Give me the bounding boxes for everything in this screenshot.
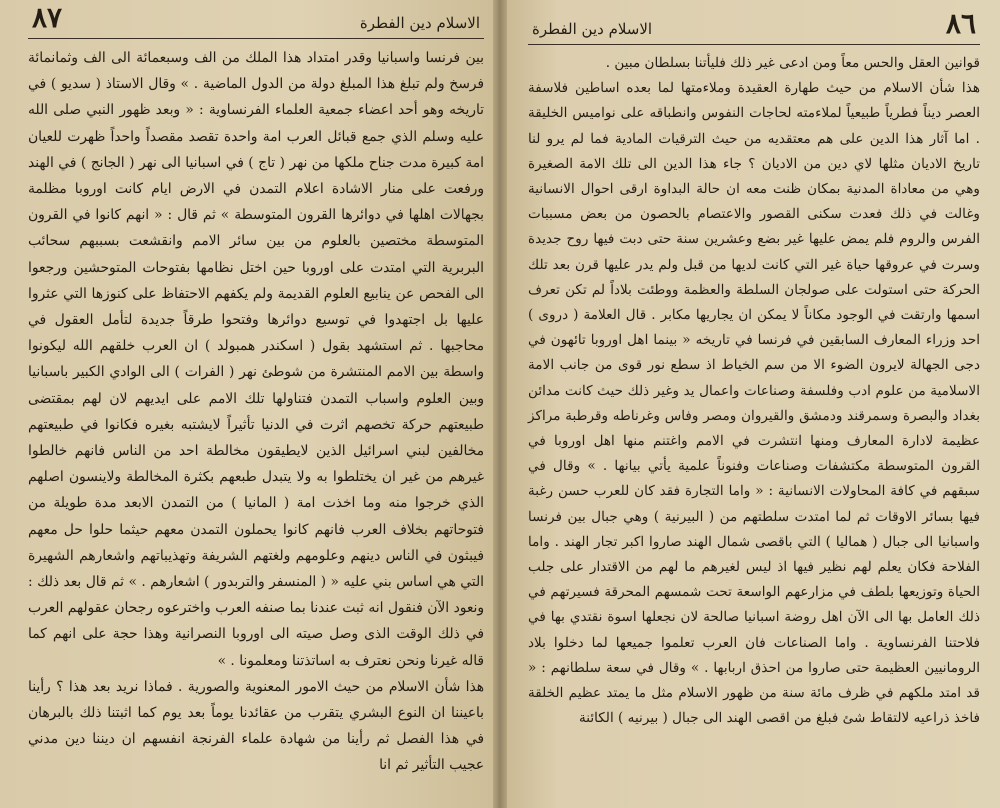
running-title: الاسلام دين الفطرة <box>359 14 480 32</box>
running-title: الاسلام دين الفطرة <box>532 20 653 38</box>
right-page <box>498 0 1000 808</box>
page-number: ٨٦ <box>945 7 976 40</box>
paragraph: قوانين العقل والحس معاً ومن ادعى غير ذلك فليأتنا بسلطان مبين . <box>605 55 980 71</box>
right-page-header <box>528 7 980 45</box>
paragraph: هذا شأن الاسلام من حيث الامور المعنوية والصورية . فماذا نريد بعد هذا ؟ رأينا باعيننا ان النوع البشري يتقرب من عقائدنا يوماً بعد يوم كما اثبتنا ذلك بالبرهان في هذا الفصل ثم رأينا من شهادة علماء الفرنجة انفسهم ان ديننا دين مدني عجيب التأثير ثم انا <box>28 678 484 774</box>
paragraph: هذا شأن الاسلام من حيث طهارة العقيدة وملاءمتها لما بعده اساطين فلاسفة العصر ديناً فطرياً طبيعياً لملاءمته لحاجات النفوس وانطباقه على نواميس الخليقة . اما آثار هذا الدين على هم معتقديه من حيث الترقيات المادية فما لم يرو لنا تاريخ الاديان مثلها لاي دين من الاديان ؟ جاء هذا الدين الى تلك الامة الصغيرة وهي من معاداة المدنية بمكان ظنت معه ان حالة البداوة ارقى احوال الانسانية وغالت في ذلك فعدت سكنى القصور والاعتصام بالحصون من بعض مسببات الفرس والروم فلم يمض عليها غير بضع وعشرين سنة حتى دبت فيها روح جديدة وسرت في عروقها حياة غير التي كانت لديها من قبل ولم يدر عليها قرن بعد تلك الحركة حتى استولت على صولجان السلطة والعظمة ووطئت بلاداً لم تكن تعرف اسمها وارتقت في الوجود مكاناً لا يمكن ان يجاريها مكابر . قال العلامة ( دروى ) احد وزراء المعارف السابقين في فرنسا في تاريخه « بينما اهل اوروبا تائهون في دجى الجهالة لايرون الضوء الا من سم الخياط اذ سطع نور قوى من جانب الامة الاسلامية من علوم ادب وفلسفة وصناعات واعمال يد وغير ذلك حيث كانت مدائن بغداد والبصرة وسمرقند ودمشق والقيروان ومصر وفاس وغرناطه وقرطبة مراكز عظيمة لادارة المعارف ومنها انتشرت في الامم واغتنم منها اهل اوروبا في القرون المتوسطة مكتشفات وصناعات وفنوناً علمية يأتي بيانها . » وقال في سبقهم في كافة المحاولات الانسانية : « واما التجارة فقد كان للعرب حسن رغبة فيها بسائر الاوقات ثم لما امتدت سلطتهم من ( البيرنية ) وهي جبال بين فرنسا واسبانيا الى جبال ( هماليا ) التي باقصى شمال الهند صاروا اكبر تجار الهند . واما الفلاحة فكان يعلم لهم نظير فيها اذ ليس لغيرهم ما لهم من الاقتدار على جلب الحياة وتوزيعها بلطف في مزارعهم الواسعة تحت شمسهم المحرقة فسيرتهم في ذلك العامل بها الى الآن اهل روضة اسبانيا صالحة لان نجعلها اسوة نقتدي بها في فلاحتنا الفرنساوية . واما الصناعات فان العرب تعلموا جميعها لما دخلوا بلاد الرومانيين العظيمة حتى صاروا من احذق اربابها . » وقال في سعة سلطانهم : « قد امتد ملكهم في ظرف مائة سنة من ظهور الاسلام مثل ما يمتد عظيم الخلقة فاخذ ذراعيه لالتقاط شئ فبلغ من اقصى الهند الى جبال ( بيرنيه ) الكائنة <box>528 80 980 727</box>
left-page-header <box>28 1 484 39</box>
page-number: ٨٧ <box>32 1 63 34</box>
right-page-text <box>528 51 980 731</box>
book-gutter <box>493 0 507 808</box>
left-page-text <box>28 45 484 779</box>
left-page <box>0 0 498 808</box>
paragraph: بين فرنسا واسبانيا وقدر امتداد هذا الملك من الف وسبعمائة الى الف وثمانمائة فرسخ ولم تبلغ هذا المبلغ دولة من الدول الماضية . » وقال الاستاذ ( سديو ) في تاريخه وهو أحد اعضاء جمعية العلماء الفرنساوية : « وبعد ظهور النبي صلى الله عليه وسلم الذي جمع قبائل العرب امة واحدة تقصد مقصداً واحداً ظهرت للعيان امة كبيرة مدت جناح ملكها من نهر ( تاج ) في اسبانيا الى نهر ( الجانج ) في الهند ورفعت على منار الاشادة اعلام التمدن في الارض ايام كانت اوروبا مظلمة بجهالات اهلها في دوائرها القرون المتوسطة » ثم قال : « انهم كانوا في القرون المتوسطة مختصين بالعلوم من بين سائر الامم وانقشعت بسببهم سحائب البربرية التي امتدت على اوروبا حين اختل نظامها بفتوحات المتوحشين ورجعوا الى الفحص عن ينابيع العلوم القديمة ولم يكفهم الاحتفاظ على كنوزها التي عثروا عليها بل اجتهدوا في توسيع دوائرها وفتحوا طرقاً جديدة لتأمل العقول في محاجبها . ثم استشهد بقول ( اسكندر همبولد ) ان العرب خلقهم الله ليكونوا واسطة بين الامم المنتشرة من شوطئ نهر ( الفرات ) الى الوادي الكبير باسبانيا وبين العلوم واسباب التمدن فتناولها تلك الامم على ايديهم لان لهم بمقتضى طبيعتهم حركة تخصهم اثرت في الدنيا تأثيراً لايشتبه بغيره فكانوا في طبيعتهم مخالفين لبني اسرائيل الذين لايطيقون مخالطة احد من الناس فانهم خالطوا غيرهم من غير ان يختلطوا به ولا يتبدل طبعهم بكثرة المخالطة ولاينسون اصلهم الذي خرجوا منه وما اخذت امة ( المانيا ) من التمدن الابعد مدة طويلة من فتوحاتهم بخلاف العرب فانهم كانوا يحملون التمدن معهم حيثما حلوا حل معهم فيبثون في الناس دينهم وعلومهم ولغتهم الشريفة وتهذيباتهم واشعارهم الشهيرة التي هي اساس بني عليه « ( المنسفر والتربدور ) اشعارهم . » ثم قال بعد ذلك : ونعود الآن فنقول انه ثبت عندنا بما صنفه العرب واخترعوه رجحان عقولهم العرب في ذلك الوقت الذى وصل صيته الى اوروبا النصرانية وهذا حجة على انهم كما قاله غيرنا ونحن نعترف به اساتذتنا ومعلمونا . » <box>28 50 484 669</box>
